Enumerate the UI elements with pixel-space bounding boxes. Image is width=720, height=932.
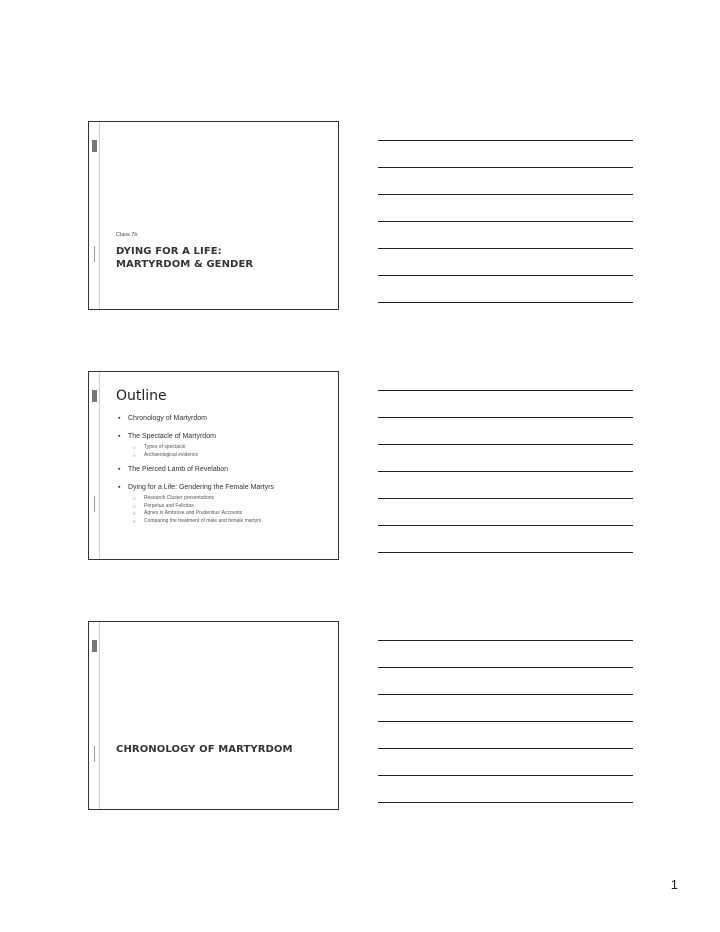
outline-list [116, 414, 331, 525]
note-line [378, 167, 633, 168]
slide-1-title-line-2: MARTYRDOM & GENDER [116, 258, 254, 270]
slide-bar-divider [94, 746, 95, 762]
slide-2-title: Outline [116, 388, 167, 404]
outline-subitem: ○ Archaeological evidence [116, 452, 331, 460]
note-line [378, 525, 633, 526]
note-line [378, 694, 633, 695]
outline-subitem: ○ Types of spectacle [116, 444, 331, 452]
slide-bar-divider [94, 496, 95, 512]
note-line [378, 667, 633, 668]
page-number: 1 [670, 877, 678, 892]
outline-item: ▪ Chronology of Martyrdom [116, 414, 331, 423]
note-line [378, 802, 633, 803]
slide-bar-marker [92, 640, 97, 652]
note-line [378, 194, 633, 195]
outline-item: ▪ Dying for a Life: Gendering the Female Martyrs [116, 483, 331, 492]
slide-1-class-label: Class 7b [116, 232, 138, 238]
outline-subitem: ○ Agnes in Ambrose and Prudentius' Accounts [116, 510, 331, 518]
note-line [378, 444, 633, 445]
slide-1-title-line-1: DYING FOR A LIFE: [116, 246, 222, 257]
slide-3-title: CHRONOLOGY OF MARTYRDOM [116, 744, 293, 755]
slide-2 [88, 371, 339, 560]
note-line [378, 775, 633, 776]
note-line [378, 248, 633, 249]
note-line [378, 140, 633, 141]
note-line [378, 417, 633, 418]
slide-side-bar [89, 122, 100, 309]
note-line [378, 221, 633, 222]
outline-subitem: ○ Comparing the treatment of male and female martyrs [116, 518, 331, 526]
note-line [378, 498, 633, 499]
note-line [378, 721, 633, 722]
note-line [378, 302, 633, 303]
slide-3 [88, 621, 339, 810]
note-line [378, 640, 633, 641]
note-line [378, 390, 633, 391]
outline-item: ▪ The Pierced Lamb of Revelation [116, 465, 331, 474]
note-line [378, 748, 633, 749]
note-line [378, 552, 633, 553]
slide-bar-divider [94, 246, 95, 262]
slide-side-bar [89, 622, 100, 809]
slide-1 [88, 121, 339, 310]
slide-side-bar [89, 372, 100, 559]
outline-subitem: ○ Perpetua and Felicitas [116, 503, 331, 511]
outline-item: ▪ The Spectacle of Martyrdom [116, 432, 331, 441]
slide-bar-marker [92, 140, 97, 152]
outline-subitem: ○ Research Cluster presentations [116, 495, 331, 503]
slide-1-title [116, 246, 253, 271]
slide-bar-marker [92, 390, 97, 402]
note-line [378, 471, 633, 472]
note-line [378, 275, 633, 276]
